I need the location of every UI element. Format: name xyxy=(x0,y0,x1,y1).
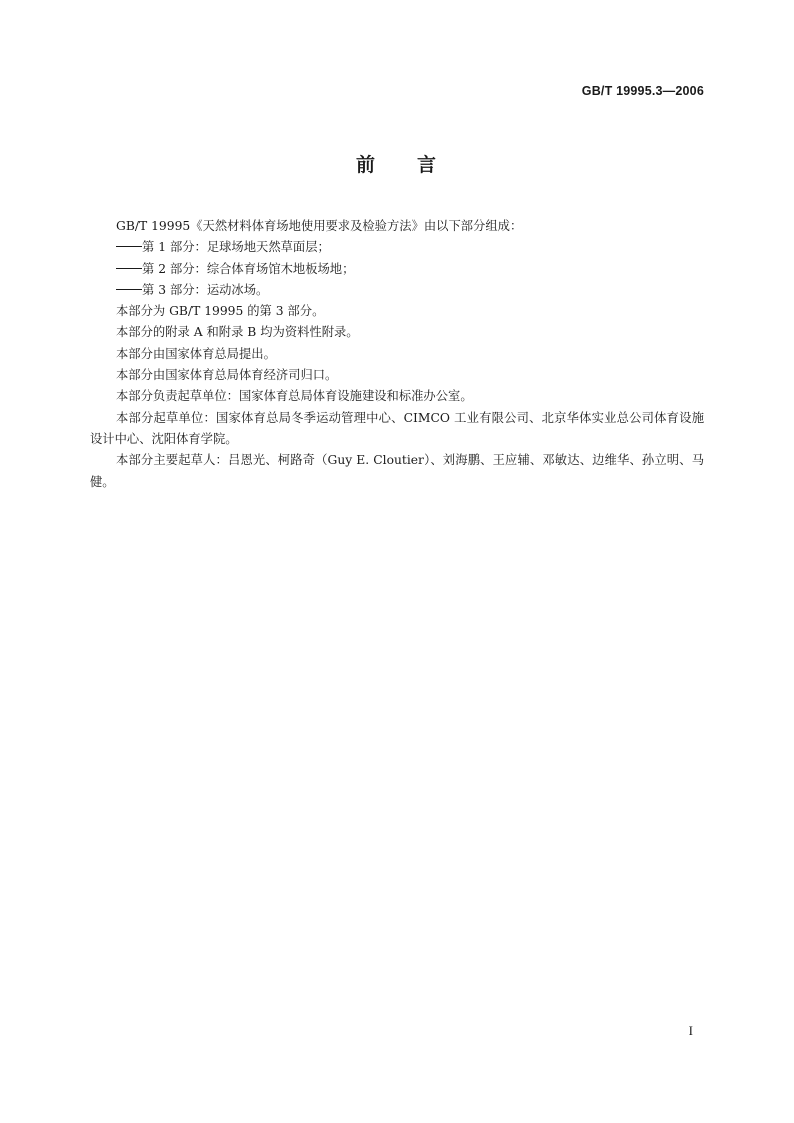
list-item-part-3 xyxy=(90,280,704,301)
title-char-2: 言 xyxy=(417,154,439,176)
list-item-part-1-text: 第 1 部分：足球场地天然草面层； xyxy=(142,240,330,255)
em-dash-mark xyxy=(116,268,142,269)
list-item-part-2 xyxy=(90,259,704,280)
paragraph-drafters: 本部分主要起草人：吕恩光、柯路奇（Guy E. Cloutier）、刘海鹏、王应辅、邓敏达、边维华、孙立明、马健。 xyxy=(90,453,704,489)
paragraph-composition: GB/T 19995《天然材料体育场地使用要求及检验方法》由以下部分组成： xyxy=(116,219,523,233)
list-item-part-1 xyxy=(90,237,704,258)
em-dash-mark xyxy=(116,246,142,247)
title-char-1: 前 xyxy=(355,154,377,176)
em-dash-mark xyxy=(116,289,142,290)
page-title xyxy=(0,150,794,177)
paragraph-appendix: 本部分的附录 A 和附录 B 均为资料性附录。 xyxy=(116,325,359,340)
paragraph-part-statement: 本部分为 GB/T 19995 的第 3 部分。 xyxy=(116,304,325,319)
paragraph-proposer: 本部分由国家体育总局提出。 xyxy=(116,346,276,361)
paragraph-drafting-units: 本部分起草单位：国家体育总局冬季运动管理中心、CIMCO 工业有限公司、北京华体实业总公司体育设施设计中心、沈阳体育学院。 xyxy=(90,410,704,446)
paragraph-administration: 本部分由国家体育总局体育经济司归口。 xyxy=(116,368,338,383)
paragraph-responsible-unit: 本部分负责起草单位：国家体育总局体育设施建设和标准办公室。 xyxy=(116,389,473,404)
foreword-body xyxy=(90,216,704,493)
standard-number: GB/T 19995.3—2006 xyxy=(581,84,704,98)
list-item-part-2-text: 第 2 部分：综合体育场馆木地板场地； xyxy=(142,261,355,276)
page-number: I xyxy=(688,1023,693,1038)
list-item-part-3-text: 第 3 部分：运动冰场。 xyxy=(142,282,269,297)
